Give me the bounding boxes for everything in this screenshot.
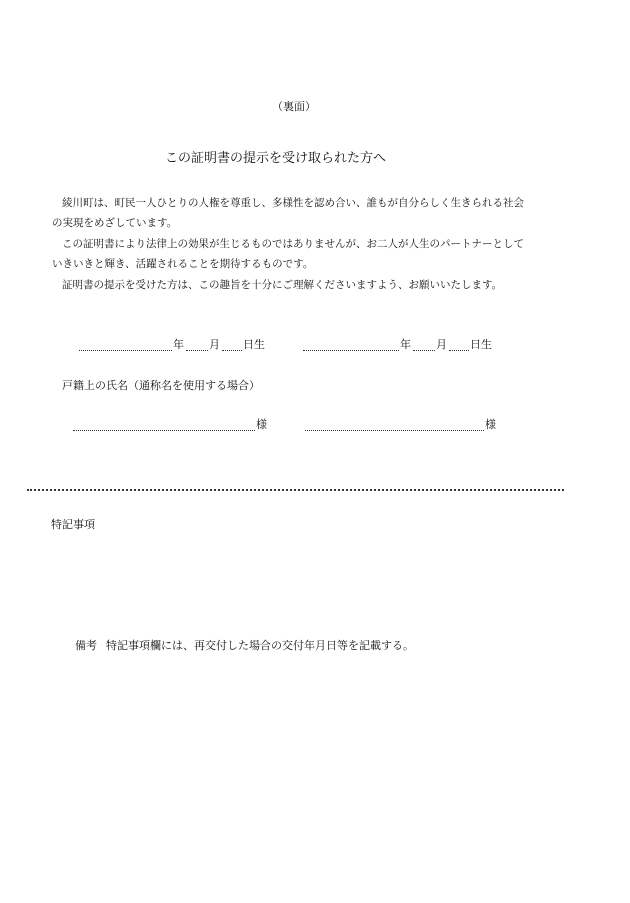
registered-name-label: 戸籍上の氏名（通称名を使用する場合） [62, 379, 260, 392]
paragraph-2-line-1: この証明書により法律上の効果が生じるものではありませんが、お二人が人生のパートナーとして [62, 238, 524, 250]
day-label-1: 日生 [243, 338, 265, 351]
month-label-1: 月 [209, 338, 220, 351]
birth-day-field-2[interactable] [449, 338, 469, 351]
birth-day-field-1[interactable] [222, 338, 242, 351]
special-notes-heading: 特記事項 [51, 518, 95, 531]
back-side-label: （裏面） [272, 100, 316, 113]
page-title: この証明書の提示を受け取られた方へ [165, 151, 387, 166]
paragraph-1-line-2: の実現をめざしています。 [52, 217, 178, 229]
name-field-2[interactable] [305, 418, 484, 431]
day-label-2: 日生 [470, 338, 492, 351]
section-divider [27, 489, 564, 491]
paragraph-2-line-2: いきいきと輝き、活躍されることを期待するものです。 [52, 258, 314, 270]
month-label-2: 月 [436, 338, 447, 351]
birth-year-field-2[interactable] [303, 338, 399, 351]
honorific-2: 様 [485, 418, 496, 431]
name-field-1[interactable] [73, 418, 255, 431]
year-label-2: 年 [400, 338, 411, 351]
birth-month-field-1[interactable] [186, 338, 208, 351]
birth-month-field-2[interactable] [413, 338, 435, 351]
paragraph-1-line-1: 綾川町は、町民一人ひとりの人権を尊重し、多様性を認め合い、誰もが自分らしく生きられる社会 [62, 197, 524, 209]
honorific-1: 様 [256, 418, 267, 431]
remarks-label: 備考 [75, 639, 97, 652]
paragraph-3-line-1: 証明書の提示を受けた方は、この趣旨を十分にご理解くださいますよう、お願いいたします。 [62, 279, 503, 291]
birth-year-field-1[interactable] [79, 338, 172, 351]
year-label-1: 年 [173, 338, 184, 351]
remarks-text: 特記事項欄には、再交付した場合の交付年月日等を記載する。 [106, 639, 414, 652]
